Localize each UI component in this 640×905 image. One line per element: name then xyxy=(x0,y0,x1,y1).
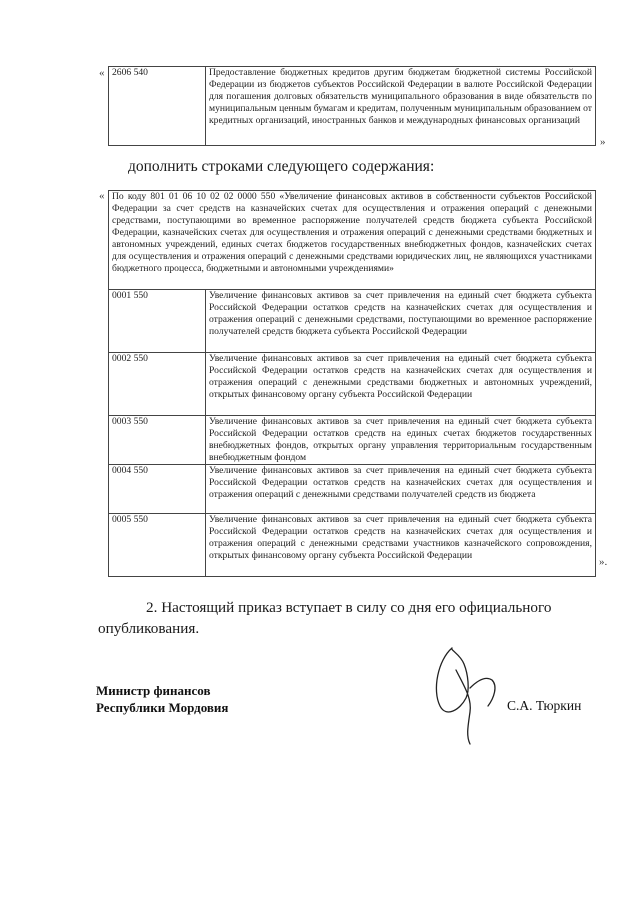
table-cell-text: Увеличение финансовых активов за счет привлечения на единый счет бюджета субъекта Российской Федерации остатков средств на казначейских счетах для осуществления и отражения операций с денежными средствами участников казначейского сопровождения, открытых финансовому органу субъекта Российской Федерации xyxy=(206,514,596,577)
top-table xyxy=(108,66,596,146)
table-cell-code: 0001 550 xyxy=(109,290,206,353)
paragraph-2-line-2: опубликования. xyxy=(98,620,200,637)
quote-open-main: « xyxy=(99,190,105,202)
table-row xyxy=(109,465,596,514)
table-cell-code: 2606 540 xyxy=(109,67,206,146)
table-cell-text: Предоставление бюджетных кредитов другим бюджетам бюджетной системы Российской Федерации из бюджетов субъектов Российской Федерации в валюте Российской Федерации для погашения долговых обязательств муниципального образования в виде обязательств по муниципальным ценным бумагам и кредитам, полученным муниципальным образованием от кредитных организаций, иностранных банков и международных финансовых организаций xyxy=(206,67,596,146)
table-row xyxy=(109,290,596,353)
supplement-line: дополнить строками следующего содержания: xyxy=(128,158,435,175)
quote-close-main: ». xyxy=(599,556,608,568)
table-cell-code: 0004 550 xyxy=(109,465,206,514)
paragraph-2-line-1: 2. Настоящий приказ вступает в силу со дня его официального xyxy=(146,599,552,616)
table-cell-code: 0003 550 xyxy=(109,416,206,465)
main-table xyxy=(108,190,596,577)
signatory-role-line-2: Республики Мордовия xyxy=(96,700,229,715)
signatory-name: С.А. Тюркин xyxy=(507,698,582,713)
quote-close-top: » xyxy=(600,136,606,148)
handwritten-signature xyxy=(430,640,510,750)
table-cell-code: 0002 550 xyxy=(109,353,206,416)
table-row xyxy=(109,416,596,465)
table-row xyxy=(109,67,596,146)
table-cell-text: Увеличение финансовых активов за счет привлечения на единый счет бюджета субъекта Российской Федерации остатков средств на казначейских счетах для осуществления и отражения операций с денежными средствами получателей средств из бюджета xyxy=(206,465,596,514)
table-cell-text: Увеличение финансовых активов за счет привлечения на единый счет бюджета субъекта Российской Федерации остатков средств на казначейских счетах для осуществления и отражения операций с денежными средствами, поступающими во временное распоряжение получателей средств бюджета субъекта Российской Федерации xyxy=(206,290,596,353)
table-row xyxy=(109,353,596,416)
signatory-role-line-1: Министр финансов xyxy=(96,683,211,698)
quote-open-top: « xyxy=(99,67,105,79)
table-row xyxy=(109,514,596,577)
table-cell-text: Увеличение финансовых активов за счет привлечения на единый счет бюджета субъекта Российской Федерации остатков средств на единых счетах бюджетов государственных внебюджетных фондов, открытых органу управления территориальным государственным внебюджетным фондом xyxy=(206,416,596,465)
table-header-row xyxy=(109,191,596,290)
table-cell-code: 0005 550 xyxy=(109,514,206,577)
table-cell-text: Увеличение финансовых активов за счет привлечения на единый счет бюджета субъекта Российской Федерации остатков средств на казначейских счетах для осуществления и отражения операций с денежными средствами бюджетных и автономных учреждений, открытых финансовому органу субъекта Российской Федерации xyxy=(206,353,596,416)
table-header-cell: По коду 801 01 06 10 02 02 0000 550 «Увеличение финансовых активов в собственности субъектов Российской Федерации за счет средств на казначейских счетах для осуществления и отражения операций с денежными средствами, поступающими во временное распоряжение получателей средств бюджета субъекта Российской Федерации, казначейских счетах для осуществления и отражения операций с денежными средствами бюджетных и автономных учреждений, единых счетах бюджетов государственных внебюджетных фондов, казначейских счетах для осуществления и отражения операций с денежными средствами юридических лиц, не являющихся участниками бюджетного процесса, бюджетными и автономными учреждениями» xyxy=(109,191,596,290)
